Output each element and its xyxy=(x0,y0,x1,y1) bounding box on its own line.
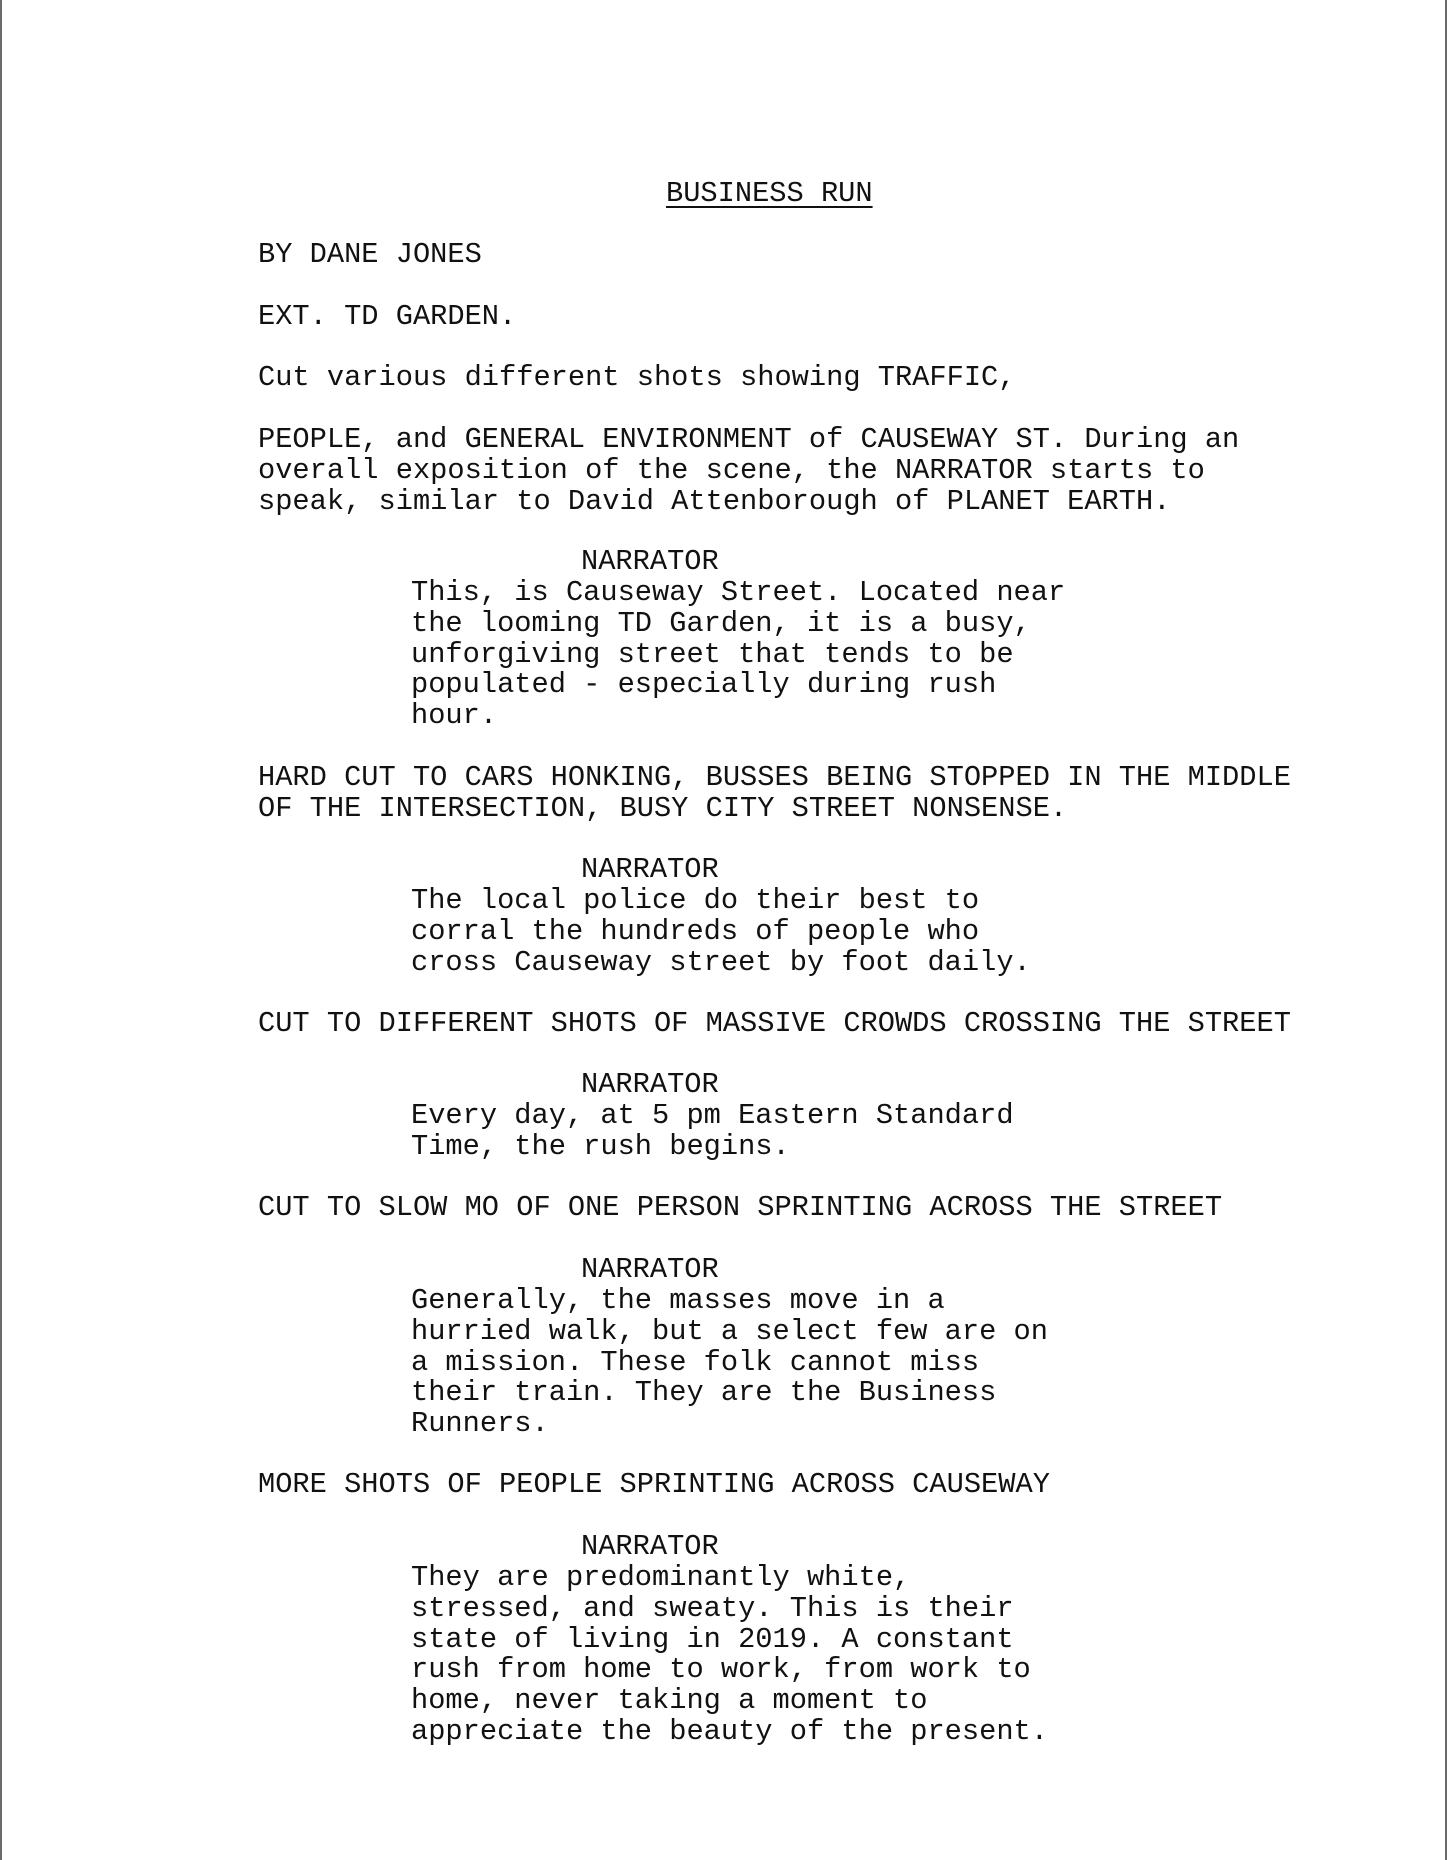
action-line-1: Cut various different shots showing TRAFFIC, xyxy=(258,361,1016,394)
action-line-4: CUT TO DIFFERENT SHOTS OF MASSIVE CROWDS CROSSING THE STREET xyxy=(258,1007,1291,1040)
dialogue-4: Generally, the masses move in a hurried walk, but a select few are on a mission. These folk cannot miss their train. They are the Business Runners. xyxy=(411,1284,1048,1441)
action-line-6: MORE SHOTS OF PEOPLE SPRINTING ACROSS CAUSEWAY xyxy=(258,1468,1050,1501)
byline: BY DANE JONES xyxy=(258,238,482,271)
dialogue-3: Every day, at 5 pm Eastern Standard Time, the rush begins. xyxy=(411,1099,1014,1163)
character-name-4: NARRATOR xyxy=(581,1253,719,1286)
page-title xyxy=(2,179,1445,210)
dialogue-2: The local police do their best to corral the hundreds of people who cross Causeway street by foot daily. xyxy=(411,884,1031,979)
dialogue-1: This, is Causeway Street. Located near the looming TD Garden, it is a busy, unforgiving street that tends to be populated - especially during rush hour. xyxy=(411,576,1066,733)
character-name-1: NARRATOR xyxy=(581,545,719,578)
title-text: BUSINESS RUN xyxy=(666,177,873,210)
action-paragraph-3: HARD CUT TO CARS HONKING, BUSSES BEING STOPPED IN THE MIDDLE OF THE INTERSECTION, BUSY CITY STREET NONSENSE. xyxy=(258,761,1291,825)
action-paragraph-2: PEOPLE, and GENERAL ENVIRONMENT of CAUSEWAY ST. During an overall exposition of the scene, the NARRATOR starts to speak, similar to David Attenborough of PLANET EARTH. xyxy=(258,423,1240,518)
dialogue-5: They are predominantly white, stressed, and sweaty. This is their state of living in 2019. A constant rush from home to work, from work to home, never taking a moment to appreciate the beauty of the present. xyxy=(411,1561,1048,1748)
character-name-5: NARRATOR xyxy=(581,1530,719,1563)
scene-heading: EXT. TD GARDEN. xyxy=(258,300,517,333)
action-line-5: CUT TO SLOW MO OF ONE PERSON SPRINTING ACROSS THE STREET xyxy=(258,1191,1223,1224)
character-name-3: NARRATOR xyxy=(581,1068,719,1101)
character-name-2: NARRATOR xyxy=(581,853,719,886)
